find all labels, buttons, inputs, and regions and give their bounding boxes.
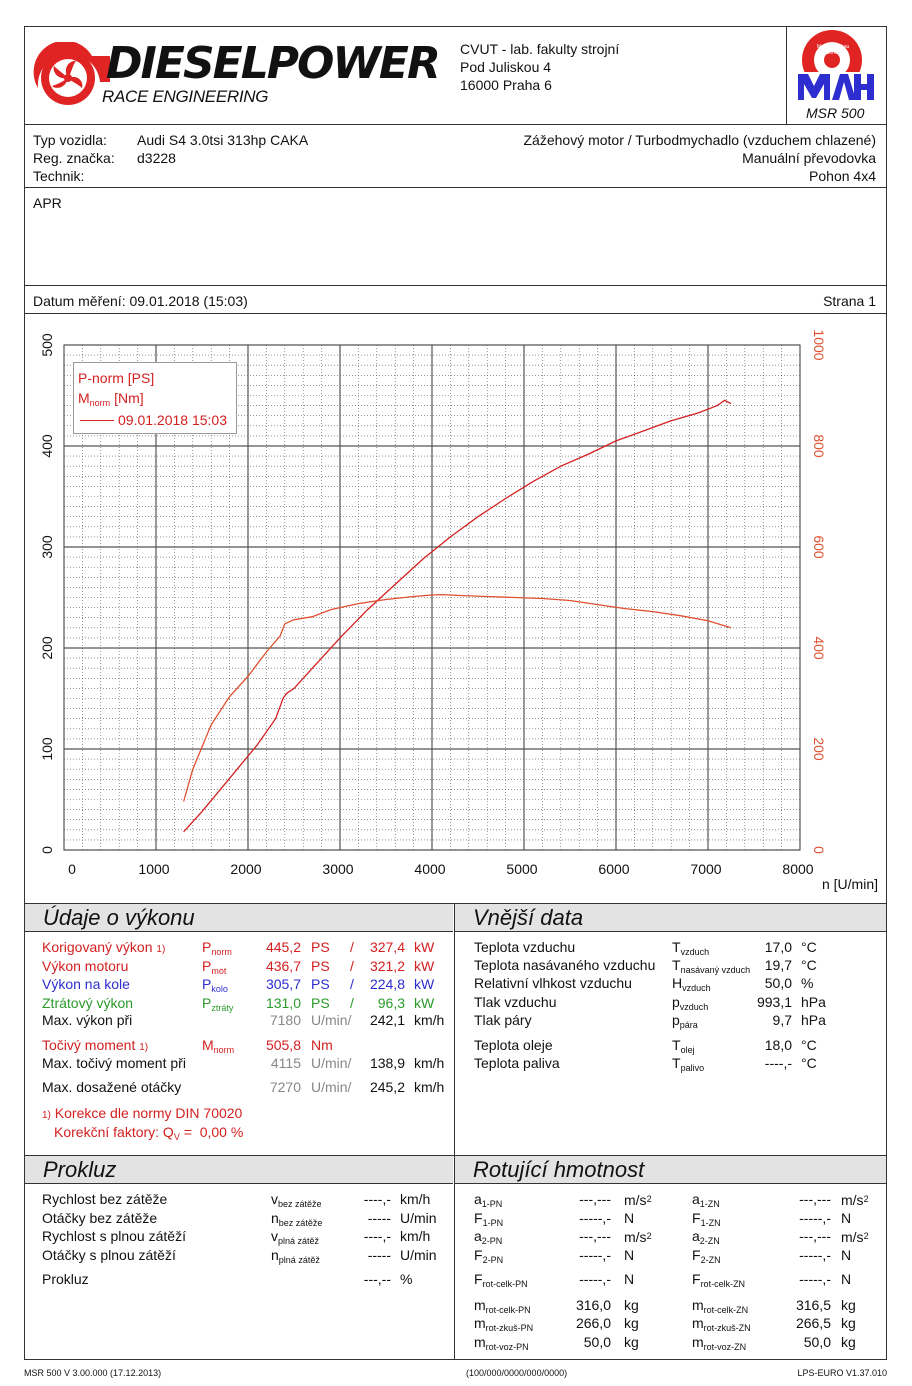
rot-right-unit: kg bbox=[841, 1334, 856, 1350]
vnejsi-row-unit: °C bbox=[801, 1037, 817, 1053]
max-torque-speed-unit: km/h bbox=[414, 1055, 445, 1071]
reg-label: Reg. značka: bbox=[33, 150, 115, 166]
logo-sub: RACE ENGINEERING bbox=[102, 87, 269, 106]
vykon-row-label: Výkon motoru bbox=[42, 957, 129, 974]
vykon-row-ps: 305,7 bbox=[265, 976, 301, 992]
footnote-norm: 1) Korekce dle normy DIN 70020 bbox=[42, 1105, 243, 1121]
vnejsi-row-symbol: $T_{palivo}$ bbox=[672, 1055, 705, 1073]
prokluz-row-value: ----,- bbox=[363, 1191, 391, 1207]
max-rpm-speed-unit: km/h bbox=[414, 1079, 445, 1095]
rot-right-symbol: $F_{2-ZN}$ bbox=[692, 1247, 721, 1265]
x-tick-label: 8000 bbox=[782, 861, 814, 877]
type-value: Audi S4 3.0tsi 313hp CAKA bbox=[137, 132, 309, 148]
vnejsi-row-symbol: $p_{vzduch}$ bbox=[672, 994, 709, 1012]
rot-left-unit: kg bbox=[624, 1297, 639, 1313]
prokluz-row-unit: U/min bbox=[400, 1246, 437, 1263]
vnejsi-row-label: Tlak páry bbox=[474, 1012, 532, 1028]
rot-left-symbol: $m_{rot-zkuš-PN}$ bbox=[474, 1315, 534, 1333]
dieselpower-logo bbox=[32, 40, 452, 110]
rot-left-value: ---,--- bbox=[579, 1191, 611, 1207]
y-left-tick-label: 400 bbox=[39, 434, 55, 458]
vnejsi-row-label: Relativní vlhkost vzduchu bbox=[474, 975, 632, 991]
prokluz-row-symbol: $v_{bez zátěže}$ bbox=[271, 1191, 322, 1209]
max-torque-label: Max. točivý moment při bbox=[42, 1055, 186, 1071]
rot-right-value: 50,0 bbox=[803, 1334, 831, 1350]
prokluz-row-label: Rychlost bez zátěže bbox=[42, 1191, 168, 1207]
rot-right-unit: $m/s^2$ bbox=[841, 1192, 869, 1208]
vykon-row-ps: 436,7 bbox=[265, 957, 301, 974]
vykon-row-ps-unit: PS bbox=[311, 976, 330, 992]
vykon-row-label: Korigovaný výkon 1) bbox=[42, 939, 166, 955]
vnejsi-row-value: 19,7 bbox=[764, 957, 792, 973]
x-tick-label: 2000 bbox=[230, 861, 262, 877]
rot-right-value: -----,- bbox=[799, 1271, 831, 1287]
x-axis-label: n [U/min] bbox=[821, 876, 878, 892]
rot-right-symbol: $F_{rot-celk-ZN}$ bbox=[692, 1271, 746, 1289]
vykon-row-symbol: $P_{norm}$ bbox=[202, 939, 232, 957]
rot-right-value: ---,--- bbox=[799, 1191, 831, 1207]
type-label: Typ vozidla: bbox=[33, 132, 107, 148]
max-rpm-label: Max. dosažené otáčky bbox=[42, 1079, 182, 1095]
vykon-header: Údaje o výkonu bbox=[25, 904, 453, 932]
rot-right-unit: N bbox=[841, 1271, 852, 1287]
vnejsi-row-symbol: $p_{pára}$ bbox=[672, 1012, 698, 1030]
note-text: APR bbox=[33, 195, 62, 211]
rot-right-value: -----,- bbox=[799, 1247, 831, 1263]
footer-version: MSR 500 V 3.00.000 (17.12.2013) bbox=[24, 1368, 162, 1378]
max-rpm-speed: 245,2 bbox=[369, 1079, 405, 1095]
vnejsi-row-symbol: $T_{nasávaný vzduch}$ bbox=[672, 957, 751, 975]
chart-legend bbox=[73, 362, 237, 434]
vnejsi-row-unit: °C bbox=[801, 1055, 817, 1071]
torque-label: Točivý moment 1) bbox=[42, 1037, 149, 1053]
prokluz-row-label: Otáčky bez zátěže bbox=[42, 1209, 158, 1226]
rot-left-unit: $m/s^2$ bbox=[624, 1192, 652, 1208]
vykon-row-kw: 321,2 bbox=[369, 957, 405, 974]
prokluz-row-label: Otáčky s plnou zátěží bbox=[42, 1246, 176, 1263]
prokluz-row-value: ----- bbox=[367, 1209, 391, 1226]
vnejsi-row-value: 993,1 bbox=[756, 994, 792, 1010]
slip-label: Prokluz bbox=[42, 1271, 89, 1287]
rot-left-unit: N bbox=[624, 1210, 635, 1226]
vnejsi-row-value: ----,- bbox=[764, 1055, 792, 1071]
rot-left-value: 266,0 bbox=[575, 1315, 611, 1331]
y-left-tick-label: 0 bbox=[39, 846, 55, 854]
vnejsi-row-unit: % bbox=[801, 975, 814, 991]
rot-right-unit: N bbox=[841, 1247, 852, 1263]
address-line-1: CVUT - lab. fakulty strojní bbox=[460, 41, 620, 57]
y-right-tick-label: 1000 bbox=[811, 329, 827, 361]
prokluz-row-value: ----,- bbox=[363, 1228, 391, 1244]
rot-right-symbol: $a_{2-ZN}$ bbox=[692, 1228, 720, 1246]
vnejsi-row-label: Teplota vzduchu bbox=[474, 939, 576, 955]
max-power-rpm: 7180 bbox=[269, 1012, 301, 1028]
torque-unit: Nm bbox=[311, 1037, 333, 1053]
rot-left-value: -----,- bbox=[579, 1247, 611, 1263]
rot-left-value: -----,- bbox=[579, 1271, 611, 1287]
prokluz-header: Prokluz bbox=[25, 1156, 453, 1184]
max-torque-rpm: 4115 bbox=[270, 1055, 301, 1071]
max-power-speed-unit: km/h bbox=[414, 1012, 445, 1028]
vykon-row-ps-unit: PS bbox=[311, 957, 330, 974]
vnejsi-row-unit: hPa bbox=[801, 1012, 826, 1028]
vykon-row-label: Výkon na kole bbox=[42, 976, 130, 992]
slip-unit: % bbox=[400, 1271, 413, 1287]
vnejsi-row-unit: °C bbox=[801, 939, 817, 955]
vykon-row-sep: / bbox=[350, 957, 354, 974]
tech-label: Technik: bbox=[33, 168, 85, 184]
power-chart bbox=[24, 314, 887, 902]
rot-right-unit: $m/s^2$ bbox=[841, 1229, 869, 1245]
vnejsi-row-label: Teplota nasávaného vzduchu bbox=[474, 957, 656, 973]
footer-software: LPS-EURO V1.37.010 bbox=[797, 1368, 887, 1378]
rot-right-symbol: $m_{rot-zkuš-ZN}$ bbox=[692, 1315, 751, 1333]
engine-type: Zážehový motor / Turbodmychadlo (vzduchem chlazené) bbox=[523, 132, 876, 148]
max-torque-rpm-unit: U/min/ bbox=[311, 1055, 352, 1071]
drive: Pohon 4x4 bbox=[809, 168, 876, 184]
vnejsi-row-symbol: $H_{vzduch}$ bbox=[672, 975, 711, 993]
y-right-tick-label: 0 bbox=[811, 846, 827, 854]
vykon-row-sep: / bbox=[350, 939, 354, 955]
reg-value: d3228 bbox=[137, 150, 176, 166]
y-right-tick-label: 200 bbox=[811, 737, 827, 761]
vykon-row-sep: / bbox=[350, 994, 354, 1011]
y-left-tick-label: 200 bbox=[39, 636, 55, 660]
max-power-rpm-unit: U/min/ bbox=[311, 1012, 352, 1028]
rot-left-symbol: $a_{2-PN}$ bbox=[474, 1228, 503, 1246]
page-number: Strana 1 bbox=[823, 293, 876, 309]
y-right-tick-label: 400 bbox=[811, 636, 827, 660]
device-name: MSR 500 bbox=[806, 105, 865, 121]
x-tick-label: 7000 bbox=[690, 861, 722, 877]
vykon-row-ps: 445,2 bbox=[265, 939, 301, 955]
legend-line-swatch bbox=[80, 420, 114, 421]
rot-left-symbol: $F_{2-PN}$ bbox=[474, 1247, 504, 1265]
rot-right-symbol: $a_{1-ZN}$ bbox=[692, 1191, 720, 1209]
vnejsi-row-value: 9,7 bbox=[772, 1012, 792, 1028]
maha-ring-text: Maschinenbau Haldenwang bbox=[816, 44, 850, 56]
maha-emblem-icon bbox=[792, 30, 882, 104]
rot-left-unit: N bbox=[624, 1247, 635, 1263]
vnejsi-row-unit: °C bbox=[801, 957, 817, 973]
torque-symbol: $M_{norm}$ bbox=[202, 1037, 235, 1055]
x-tick-label: 3000 bbox=[322, 861, 354, 877]
rot-left-unit: $m/s^2$ bbox=[624, 1229, 652, 1245]
rot-left-unit: N bbox=[624, 1271, 635, 1287]
prokluz-row-label: Rychlost s plnou zátěží bbox=[42, 1228, 186, 1244]
address-line-3: 16000 Praha 6 bbox=[460, 77, 552, 93]
vykon-row-kw: 224,8 bbox=[369, 976, 405, 992]
slip-value: ---,-- bbox=[363, 1271, 391, 1287]
rot-right-value: 316,5 bbox=[795, 1297, 831, 1313]
rot-left-symbol: $F_{1-PN}$ bbox=[474, 1210, 504, 1228]
vykon-row-ps-unit: PS bbox=[311, 939, 330, 955]
y-left-tick-label: 100 bbox=[39, 737, 55, 761]
rot-left-symbol: $m_{rot-voz-PN}$ bbox=[474, 1334, 529, 1352]
prokluz-row-unit: U/min bbox=[400, 1209, 437, 1226]
logo-main: DIESELPOWER bbox=[106, 38, 439, 89]
footer-code: (100/000/0000/000/0000) bbox=[466, 1368, 568, 1378]
prokluz-row-unit: km/h bbox=[400, 1191, 431, 1207]
vnejsi-row-label: Teplota paliva bbox=[474, 1055, 560, 1071]
vykon-row-symbol: $P_{kolo}$ bbox=[202, 976, 228, 994]
rot-header: Rotující hmotnost bbox=[455, 1156, 886, 1184]
vykon-row-sep: / bbox=[350, 976, 354, 992]
max-rpm-value: 7270 bbox=[269, 1079, 301, 1095]
x-tick-label: 4000 bbox=[414, 861, 446, 877]
vnejsi-row-value: 17,0 bbox=[764, 939, 792, 955]
y-right-tick-label: 800 bbox=[811, 434, 827, 458]
max-rpm-unit: U/min/ bbox=[311, 1079, 352, 1095]
vnejsi-row-symbol: $T_{olej}$ bbox=[672, 1037, 695, 1055]
x-tick-label: 6000 bbox=[598, 861, 630, 877]
maha-wordmark bbox=[792, 30, 795, 31]
rot-left-unit: kg bbox=[624, 1315, 639, 1331]
turbo-icon bbox=[32, 42, 112, 112]
prokluz-row-unit: km/h bbox=[400, 1228, 431, 1244]
rot-right-unit: kg bbox=[841, 1315, 856, 1331]
vnejsi-row-value: 18,0 bbox=[764, 1037, 792, 1053]
rot-right-value: 266,5 bbox=[795, 1315, 831, 1331]
vnejsi-row-symbol: $T_{vzduch}$ bbox=[672, 939, 710, 957]
vykon-row-symbol: $P_{mot}$ bbox=[202, 957, 227, 976]
rot-right-unit: N bbox=[841, 1210, 852, 1226]
max-torque-speed: 138,9 bbox=[369, 1055, 405, 1071]
legend-power: P-norm [PS] bbox=[78, 370, 155, 386]
prokluz-row-symbol: $v_{plná zátěž}$ bbox=[271, 1228, 320, 1246]
max-power-label: Max. výkon při bbox=[42, 1012, 133, 1028]
x-tick-label: 0 bbox=[68, 861, 76, 877]
rot-left-value: 316,0 bbox=[575, 1297, 611, 1313]
rot-left-symbol: $a_{1-PN}$ bbox=[474, 1191, 503, 1209]
rot-right-value: -----,- bbox=[799, 1210, 831, 1226]
vnejsi-header: Vnější data bbox=[455, 904, 886, 932]
y-left-tick-label: 300 bbox=[39, 535, 55, 559]
prokluz-row-symbol: $n_{plná zátěž}$ bbox=[271, 1246, 320, 1265]
rot-right-symbol: $m_{rot-celk-ZN}$ bbox=[692, 1297, 749, 1315]
vnejsi-row-label: Tlak vzduchu bbox=[474, 994, 557, 1010]
vykon-row-label: Ztrátový výkon bbox=[42, 994, 134, 1011]
rot-left-value: 50,0 bbox=[583, 1334, 611, 1350]
x-tick-label: 1000 bbox=[138, 861, 170, 877]
rot-right-symbol: $m_{rot-voz-ZN}$ bbox=[692, 1334, 747, 1352]
max-power-speed: 242,1 bbox=[369, 1012, 405, 1028]
vykon-row-kw: 96,3 bbox=[377, 994, 405, 1011]
measure-date: Datum měření: 09.01.2018 (15:03) bbox=[33, 293, 248, 309]
rot-left-symbol: $m_{rot-celk-PN}$ bbox=[474, 1297, 531, 1315]
vykon-row-kw-unit: kW bbox=[414, 976, 435, 992]
torque-value: 505,8 bbox=[265, 1037, 301, 1053]
y-right-tick-label: 600 bbox=[811, 535, 827, 559]
vykon-row-ps: 131,0 bbox=[265, 994, 301, 1011]
legend-torque: $M_{norm}$ [Nm] bbox=[78, 390, 144, 408]
vykon-row-symbol: $P_{ztráty}$ bbox=[202, 994, 234, 1013]
maha-logo bbox=[792, 30, 882, 106]
vykon-row-kw-unit: kW bbox=[414, 957, 435, 974]
footnote-factor: Korekční faktory: $Q_V = 0,00$ % bbox=[54, 1124, 244, 1142]
rot-left-symbol: $F_{rot-celk-PN}$ bbox=[474, 1271, 528, 1289]
address-line-2: Pod Juliskou 4 bbox=[460, 59, 552, 75]
rot-right-symbol: $F_{1-ZN}$ bbox=[692, 1210, 721, 1228]
rot-left-value: -----,- bbox=[579, 1210, 611, 1226]
rot-right-unit: kg bbox=[841, 1297, 856, 1313]
vnejsi-row-label: Teplota oleje bbox=[474, 1037, 553, 1053]
vnejsi-row-unit: hPa bbox=[801, 994, 826, 1010]
rot-right-value: ---,--- bbox=[799, 1228, 831, 1244]
vykon-row-kw: 327,4 bbox=[369, 939, 405, 955]
x-tick-label: 5000 bbox=[506, 861, 538, 877]
vnejsi-row-value: 50,0 bbox=[764, 975, 792, 991]
vykon-row-kw-unit: kW bbox=[414, 939, 435, 955]
vykon-row-kw-unit: kW bbox=[414, 994, 435, 1011]
prokluz-row-symbol: $n_{bez zátěže}$ bbox=[271, 1209, 323, 1228]
vykon-row-ps-unit: PS bbox=[311, 994, 330, 1011]
prokluz-row-value: ----- bbox=[367, 1246, 391, 1263]
legend-date: 09.01.2018 15:03 bbox=[118, 412, 227, 428]
y-left-tick-label: 500 bbox=[39, 333, 55, 357]
rot-left-value: ---,--- bbox=[579, 1228, 611, 1244]
rot-left-unit: kg bbox=[624, 1334, 639, 1350]
gearbox: Manuální převodovka bbox=[742, 150, 876, 166]
